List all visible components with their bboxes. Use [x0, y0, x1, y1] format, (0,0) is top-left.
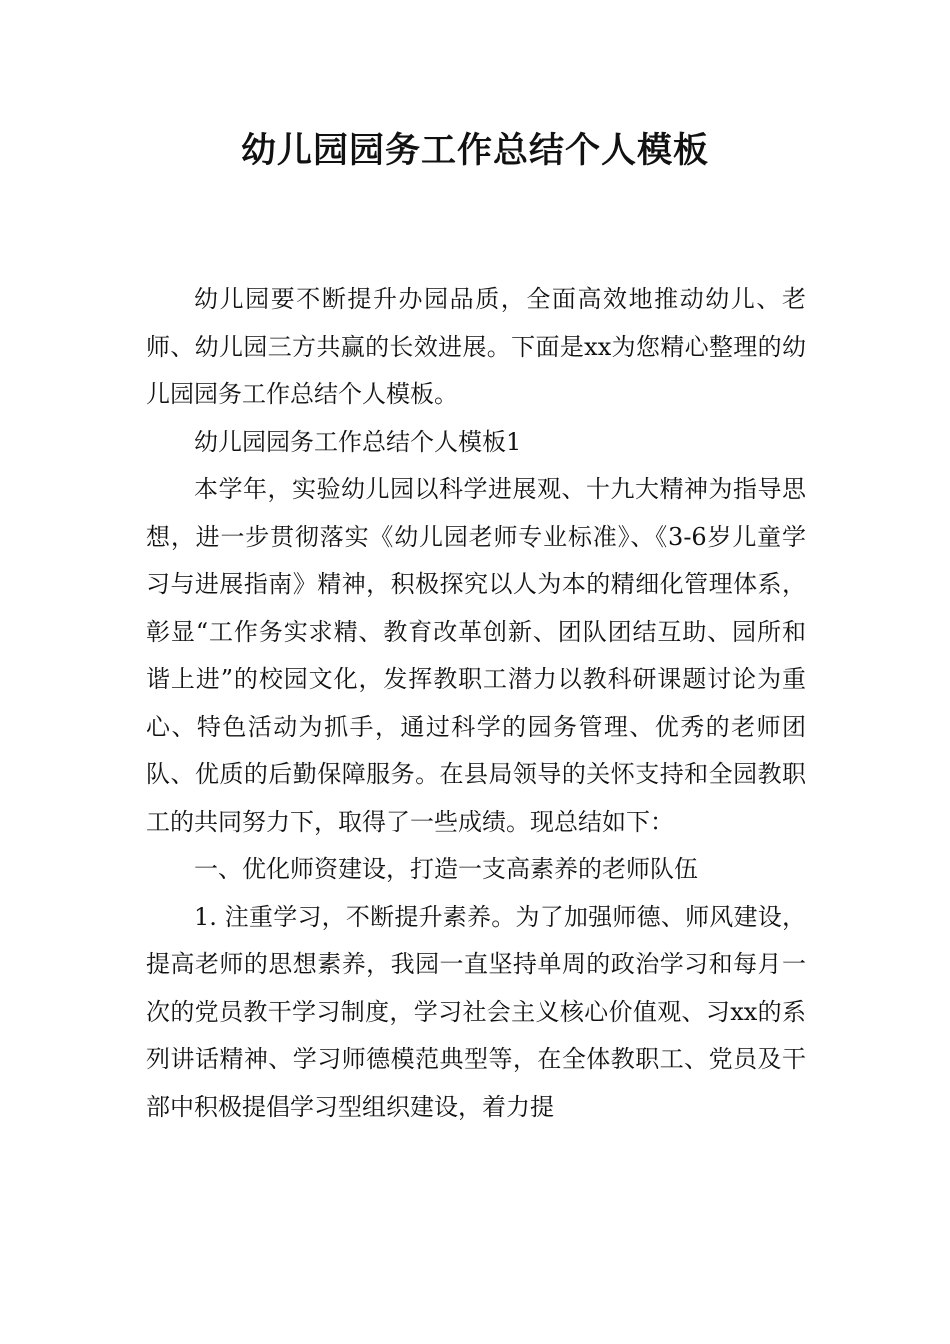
section-heading: 幼儿园园务工作总结个人模板1 [194, 427, 522, 456]
study-paragraph: 1. 注重学习，不断提升素养。为了加强师德、师风建设，提高老师的思想素养，我园一直坚持单周的政治学习和每月一次的党员教干学习制度，学习社会主义核心价值观、习xx的系列讲话精神、学习师德模范典型等，在全体教职工、党员及干部中积极提倡学习型组织建设，着力提 [146, 902, 806, 1121]
document-body [146, 276, 806, 1131]
subsection-heading: 一、优化师资建设，打造一支高素养的老师队伍 [194, 855, 698, 883]
intro-paragraph: 幼儿园要不断提升办园品质，全面高效地推动幼儿、老师、幼儿园三方共赢的长效进展。下面是xx为您精心整理的幼儿园园务工作总结个人模板。 [146, 285, 806, 408]
summary-paragraph: 本学年，实验幼儿园以科学进展观、十九大精神为指导思想，进一步贯彻落实《幼儿园老师专业标准》、《3-6岁儿童学习与进展指南》精神，积极探究以人为本的精细化管理体系，彰显“工作务实求精、教育改革创新、团队团结互助、园所和谐上进”的校园文化，发挥教职工潜力以教科研课题讨论为重心、特色活动为抓手，通过科学的园务管理、优秀的老师团队、优质的后勤保障服务。在县局领导的关怀支持和全园教职工的共同努力下，取得了一些成绩。现总结如下： [146, 475, 806, 836]
document-title: 幼儿园园务工作总结个人模板 [240, 131, 709, 171]
